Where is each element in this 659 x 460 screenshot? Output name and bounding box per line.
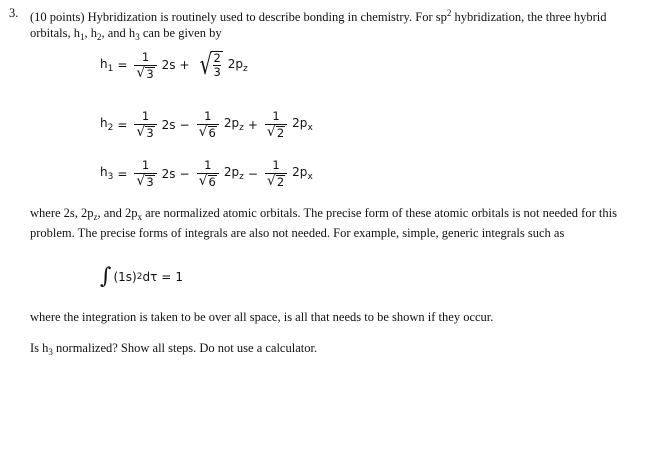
- question-intro: (10 points) Hybridization is routinely used to describe bonding in chemistry. For $sp^2$ hybridization, the three hybrid orbitals, $h_1$, $h_2$, and $h_3$ can be given by: [30, 8, 607, 42]
- operator: −: [179, 117, 190, 132]
- fraction: 1 √ 3: [134, 51, 156, 80]
- paragraph-integration: where the integration is taken to be over all space, is all that needs to be shown if they occur.: [30, 310, 494, 324]
- orbital-term: 2s: [161, 166, 176, 181]
- equation-h3: [100, 159, 313, 188]
- question-prompt: Is $h_3$ normalized? Show all steps. Do not use a calculator.: [30, 341, 318, 357]
- question-number: 3.: [9, 6, 19, 20]
- orbital-term: 2s: [161, 58, 176, 72]
- orbital-term: 2s: [161, 117, 176, 132]
- equation-h1: [100, 50, 248, 80]
- integral-example: ∫ (1s) 2 dτ = 1: [100, 264, 183, 289]
- operator: +: [247, 117, 258, 132]
- paragraph-orbitals: where 2s, $2p_z$, and $2p_x$ are normalized atomic orbitals. The precise form of these atomic orbitals is not needed for this problem. The precise forms of integrals are also not needed. For example, simple, generic integrals such as: [30, 206, 617, 240]
- h3-lhs: $h_3$: [100, 165, 114, 182]
- equation-h2: [100, 110, 313, 139]
- orbital-term: $2p_x$: [292, 116, 313, 133]
- orbital-term: $2p_z$: [223, 116, 244, 133]
- sqrt-fraction: √ 2 3: [199, 48, 221, 81]
- equals-sign: =: [117, 117, 128, 132]
- equals-sign: =: [117, 58, 128, 72]
- fraction: 1 √ 6: [197, 110, 219, 139]
- fraction: 1 √ 3: [134, 159, 156, 188]
- fraction: 1 √ 2: [265, 159, 287, 188]
- operator: −: [247, 166, 258, 181]
- fraction: 1 √ 3: [134, 110, 156, 139]
- fraction: 1 √ 6: [197, 159, 219, 188]
- equals-sign: =: [117, 166, 128, 181]
- operator: −: [179, 166, 190, 181]
- orbital-term: $2p_z$: [223, 165, 244, 182]
- integral-symbol: ∫: [100, 264, 112, 289]
- operator: +: [179, 58, 190, 72]
- fraction: 1 √ 2: [265, 110, 287, 139]
- h2-lhs: $h_2$: [100, 116, 114, 133]
- h1-lhs: $h_1$: [100, 56, 114, 74]
- orbital-term: $2p_z$: [227, 56, 248, 74]
- orbital-term: $2p_x$: [292, 165, 313, 182]
